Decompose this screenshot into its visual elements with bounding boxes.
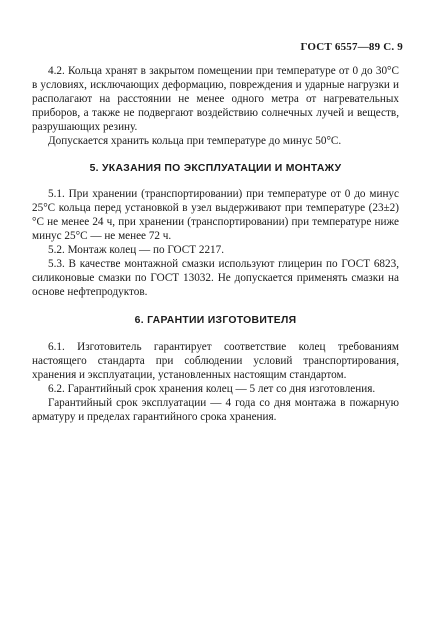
paragraph-4-2: 4.2. Кольца хранят в закрытом помещении при температуре от 0 до 30°С в условиях, исключающих деформацию, повреждения и ударные нагрузки и располагают на расстоянии не менее одного метра от нагревательных приборов, а также не подвергают воздействию солнечных лучей и веществ, разрушающих резину. (32, 65, 399, 134)
paragraph-5-1: 5.1. При хранении (транспортировании) при температуре от 0 до минус 25°С кольца перед установкой в узел выдерживают при температуре (23±2)°С не менее 24 ч, при хранении (транспортировании) при температуре ниже минус 25°С — не менее 72 ч. (32, 187, 399, 242)
document-body (32, 64, 399, 424)
section-5-heading: 5. УКАЗАНИЯ ПО ЭКСПЛУАТАЦИИ И МОНТАЖУ (89, 162, 342, 174)
paragraph-5-3: 5.3. В качестве монтажной смазки используют глицерин по ГОСТ 6823, силиконовые смазки по ГОСТ 13032. Не допускается применять смазки на основе нефтепродуктов. (32, 258, 399, 299)
paragraph-5-2: 5.2. Монтаж колец — по ГОСТ 2217. (48, 244, 225, 257)
paragraph-6-1: 6.1. Изготовитель гарантирует соответствие колец требованиям настоящего стандарта при соблюдении условий транспортирования, хранения и эксплуатации, установленных настоящим стандартом. (32, 340, 399, 381)
page-header: ГОСТ 6557—89 С. 9 (300, 41, 403, 53)
section-6-heading: 6. ГАРАНТИИ ИЗГОТОВИТЕЛЯ (134, 315, 297, 327)
paragraph-6-2-extra: Гарантийный срок эксплуатации — 4 года со дня монтажа в пожарную арматуру и пределах гарантийного срока хранения. (32, 396, 399, 423)
paragraph-6-2: 6.2. Гарантийный срок хранения колец — 5 лет со дня изготовления. (48, 382, 376, 395)
paragraph-4-2-extra: Допускается хранить кольца при температуре до минус 50°С. (48, 135, 342, 148)
